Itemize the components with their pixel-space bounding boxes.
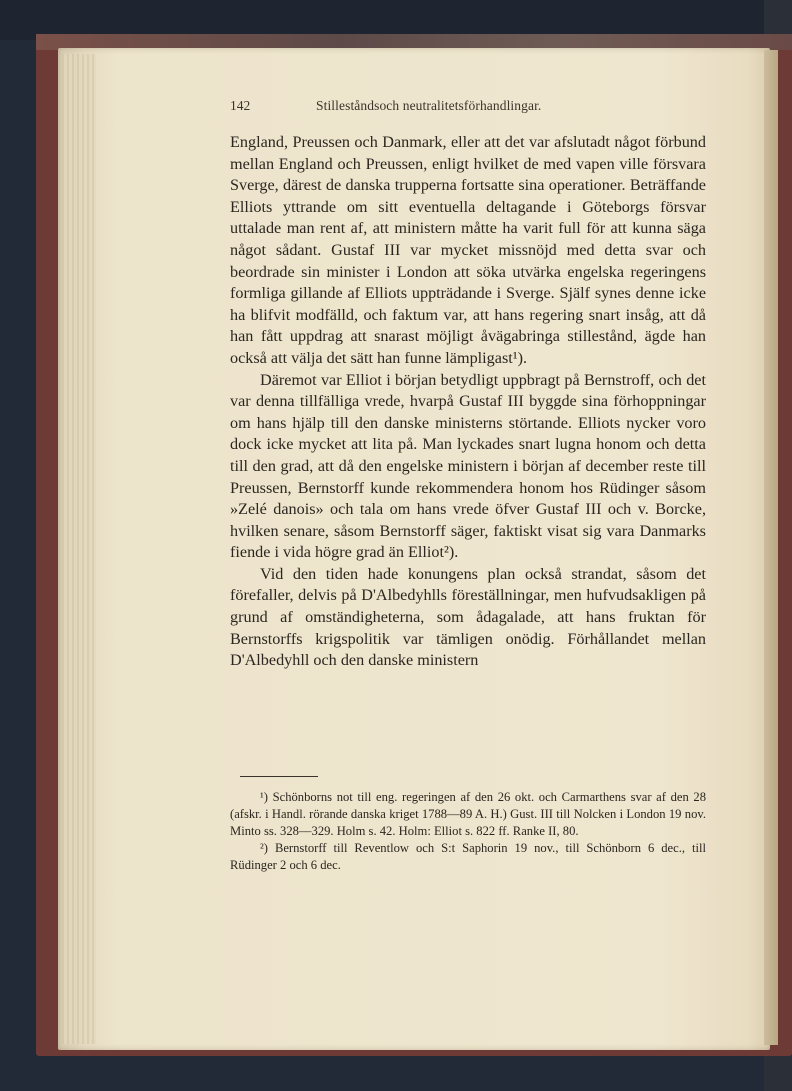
page-right-edge bbox=[764, 50, 778, 1045]
running-title: Stilleståndsoch neutralitetsförhandlingar. bbox=[316, 98, 542, 113]
footnote-rule bbox=[240, 776, 318, 777]
page-gutter-edges bbox=[62, 54, 96, 1044]
page-number: 142 bbox=[230, 98, 251, 113]
footnote: ²) Bernstorff till Reventlow och S:t Saphorin 19 nov., till Schönborn 6 dec., till Rüdinger 2 och 6 dec. bbox=[230, 841, 706, 872]
page-header bbox=[0, 98, 792, 118]
paragraph: Vid den tiden hade konungens plan också strandat, såsom det förefaller, delvis på D'Albedyhlls föreställningar, men hufvudsakligen på grund af omständigheterna, som ådagalade, att hans fruktan för Bernstorffs krigspolitik var tämligen onödig. Förhållandet mellan D'Albedyhll och den danske ministern bbox=[230, 564, 706, 670]
body-text bbox=[230, 132, 706, 672]
footnotes bbox=[230, 789, 706, 874]
paragraph: England, Preussen och Danmark, eller att det var afslutadt något förbund mellan England och Preussen, enligt hvilket de med vapen ville försvara Sverge, därest de danska trupperna fortsatte sina operationer. Beträffande Elliots yttrande om sitt eventuella deltagande i Göteborgs försvar uttalade man rent af, att ministern måtte ha varit full för att kunna säga något sådant. Gustaf III var mycket missnöjd med detta svar och beordrade sin minister i London att söka utvärka engelska regeringens formliga gillande af Elliots uppträdande i Sverge. Själf synes denne icke ha blifvit modfälld, och faktum var, att hans regering snart insåg, att då han fått uppdrag att snarast möjligt åvägabringa stillestånd, ägde han också att välja det sätt han funne lämpligast¹). bbox=[230, 133, 706, 367]
footnote: ¹) Schönborns not till eng. regeringen af den 26 okt. och Carmarthens svar af den 28 (afskr. i Handl. rörande danska kriget 1788—89 A. H.) Gust. III till Nolcken i London 19 nov. Minto ss. 328—329. Holm s. 42. Holm: Elliot s. 822 ff. Ranke II, 80. bbox=[230, 790, 706, 838]
paragraph: Däremot var Elliot i början betydligt uppbragt på Bernstroff, och det var denna tillfälliga vrede, hvarpå Gustaf III byggde sina förhoppningar om hans hjälp till den danske ministerns störtande. Elliots nycker voro dock icke mycket att lita på. Man lyckades snart lugna honom och detta till den grad, att då den engelske ministern i början af december reste till Preussen, Bernstorff kunde rekommendera honom hos Rüdinger såsom »Zelé danois» och tala om hans vrede öfver Gustaf III och v. Borcke, hvilken senare, såsom Bernstorff säger, faktiskt visat sig vara Danmarks fiende i vida högre grad än Elliot²). bbox=[230, 370, 706, 562]
